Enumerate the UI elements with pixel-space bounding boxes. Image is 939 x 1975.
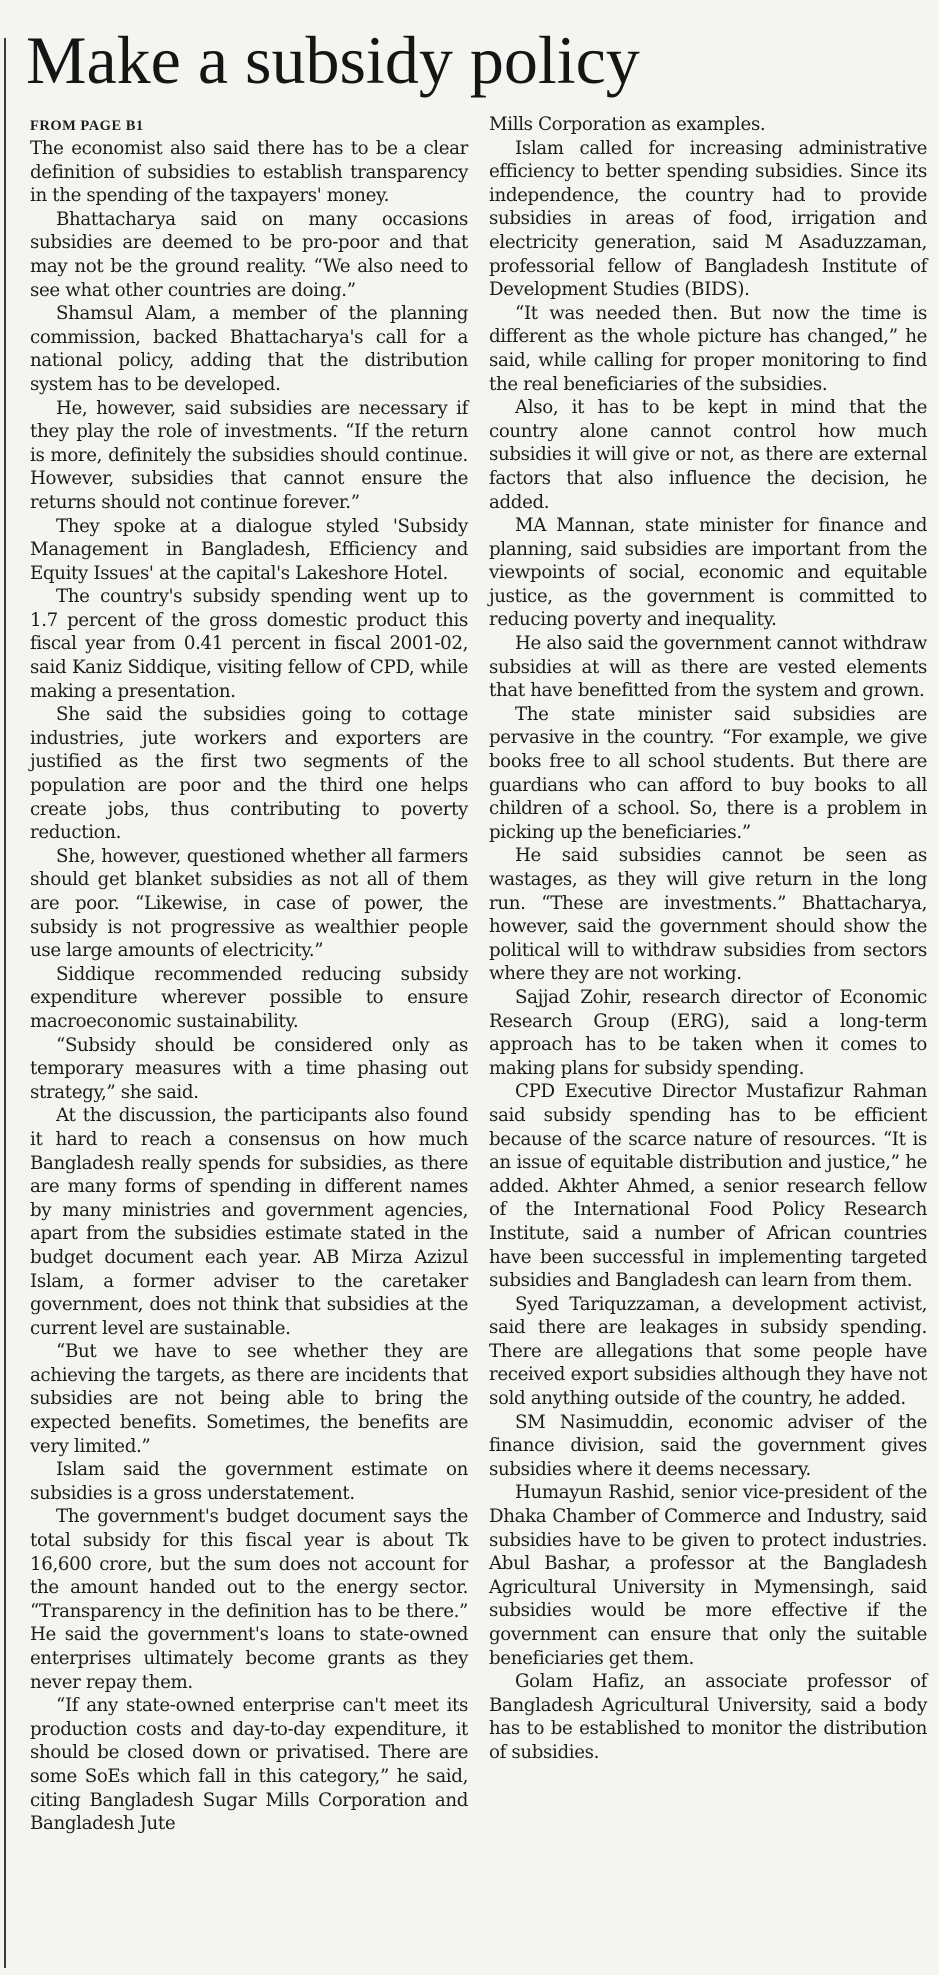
paragraph: “It was needed then. But now the time is different as the whole picture has changed,” he said, while calling for proper monitoring to find the real beneficiaries of the subsidies. bbox=[489, 302, 927, 395]
paragraph: Syed Tariquzzaman, a development activist, said there are leakages in subsidy spending. There are allegations that some people have received export subsidies although they have not sold anything outside of the country, he added. bbox=[489, 1293, 927, 1410]
paragraph: SM Nasimuddin, economic adviser of the finance division, said the government gives subsidies where it deems necessary. bbox=[489, 1411, 927, 1480]
paragraph: Golam Hafiz, an associate professor of Bangladesh Agricultural University, said a body has to be established to monitor the distribution of subsidies. bbox=[489, 1671, 927, 1763]
paragraph: Also, it has to be kept in mind that the country alone cannot control how much subsidies it will give or not, as there are external factors that also influence the decision, he added. bbox=[489, 397, 927, 513]
paragraph: Shamsul Alam, a member of the planning commission, backed Bhattacharya's call for a national policy, adding that the distribution system has to be developed. bbox=[30, 303, 468, 395]
paragraph: The economist also said there has to be a clear definition of subsidies to establish transparency in the spending of the taxpayers' money. bbox=[30, 138, 468, 207]
paragraph: She said the subsidies going to cottage industries, jute workers and exporters are justified as the first two segments of the population are poor and the third one helps create jobs, thus contributing to poverty reduction. bbox=[30, 704, 468, 844]
paragraph: At the discussion, the participants also found it hard to reach a consensus on how much Bangladesh really spends for subsidies, as there are many forms of spending in different names by many ministries and government agencies, apart from the subsidies estimate stated in the budget document each year. AB Mirza Azizul Islam, a former adviser to the caretaker government, does not think that subsidies at the current level are sustainable. bbox=[30, 1105, 468, 1339]
paragraph: Islam said the government estimate on subsidies is a gross understatement. bbox=[30, 1459, 468, 1504]
paragraph: Islam called for increasing administrative efficiency to better spending subsidies. Since its independence, the country had to provide subsidies in areas of food, irrigation and electricity generation, said M Asaduzzaman, professorial fellow of Bangladesh Institute of Development Studies (BIDS). bbox=[489, 137, 927, 301]
paragraph-continued: Mills Corporation as examples. bbox=[489, 114, 766, 135]
paragraph: The state minister said subsidies are pervasive in the country. “For example, we give books free to all school students. But there are guardians who can afford to buy books to all children of a school. So, there is a problem in picking up the beneficiaries.” bbox=[489, 703, 927, 843]
kicker: FROM PAGE B1 bbox=[30, 118, 144, 134]
paragraph: Humayun Rashid, senior vice-president of the Dhaka Chamber of Commerce and Industry, said subsidies have to be given to protect industries. Abul Bashar, a professor at the Bangladesh Agricultural University in Mymensingh, said subsidies would be more effective if the government can ensure that only the suitable beneficiaries get them. bbox=[489, 1482, 927, 1669]
paragraph: They spoke at a dialogue styled 'Subsidy Management in Bangladesh, Efficiency and Equity Issues' at the capital's Lakeshore Hotel. bbox=[30, 515, 468, 584]
paragraph: MA Mannan, state minister for finance and planning, said subsidies are important from the viewpoints of social, economic and equitable justice, as the government is committed to reducing poverty and inequality. bbox=[489, 515, 927, 631]
paragraph: She, however, questioned whether all farmers should get blanket subsidies as not all of them are poor. “Likewise, in case of power, the subsidy is not progressive as wealthier people use large amounts of electricity.” bbox=[30, 845, 468, 962]
left-column bbox=[30, 117, 468, 1836]
paragraph: “If any state-owned enterprise can't meet its production costs and day-to-day expenditure, it should be closed down or privatised. There are some SoEs which fall in this category,” he said, citing Bangladesh Sugar Mills Corporation and Bangladesh Jute bbox=[30, 1695, 468, 1835]
headline: Make a subsidy policy bbox=[26, 22, 640, 98]
paragraph: He also said the government cannot withdraw subsidies at will as there are vested elements that have benefitted from the system and grown. bbox=[489, 633, 927, 702]
right-column bbox=[489, 113, 927, 1765]
paragraph: CPD Executive Director Mustafizur Rahman said subsidy spending has to be efficient because of the scarce nature of resources. “It is an issue of equitable distribution and justice,” he added. Akhter Ahmed, a senior research fellow of the International Food Policy Research Institute, said a number of African countries have been successful in implementing targeted subsidies and Bangladesh can learn from them. bbox=[489, 1081, 927, 1292]
paragraph: The government's budget document says the total subsidy for this fiscal year is about Tk 16,600 crore, but the sum does not account for the amount handed out to the energy sector. “Transparency in the definition has to be there.” He said the government's loans to state-owned enterprises ultimately become grants as they never repay them. bbox=[30, 1506, 468, 1693]
paragraph: “But we have to see whether they are achieving the targets, as there are incidents that subsidies are not being able to bring the expected benefits. Sometimes, the benefits are very limited.” bbox=[30, 1341, 468, 1457]
column-rule bbox=[4, 38, 6, 1968]
paragraph: Siddique recommended reducing subsidy expenditure wherever possible to ensure macroeconomic sustainability. bbox=[30, 963, 468, 1032]
paragraph: The country's subsidy spending went up to 1.7 percent of the gross domestic product this fiscal year from 0.41 percent in fiscal 2001-02, said Kaniz Siddique, visiting fellow of CPD, while making a presentation. bbox=[30, 586, 468, 702]
paragraph: Bhattacharya said on many occasions subsidies are deemed to be pro-poor and that may not be the ground reality. “We also need to see what other countries are doing.” bbox=[30, 208, 468, 301]
paragraph: He said subsidies cannot be seen as wastages, as they will give return in the long run. “These are investments.” Bhattacharya, however, said the government should show the political will to withdraw subsidies from sectors where they are not working. bbox=[489, 845, 927, 985]
paragraph: “Subsidy should be considered only as temporary measures with a time phasing out strategy,” she said. bbox=[30, 1034, 468, 1103]
paragraph: Sajjad Zohir, research director of Economic Research Group (ERG), said a long-term approach has to be taken when it comes to making plans for subsidy spending. bbox=[489, 986, 927, 1079]
paragraph: He, however, said subsidies are necessary if they play the role of investments. “If the return is more, definitely the subsidies should continue. However, subsidies that cannot ensure the returns should not continue forever.” bbox=[30, 397, 468, 513]
